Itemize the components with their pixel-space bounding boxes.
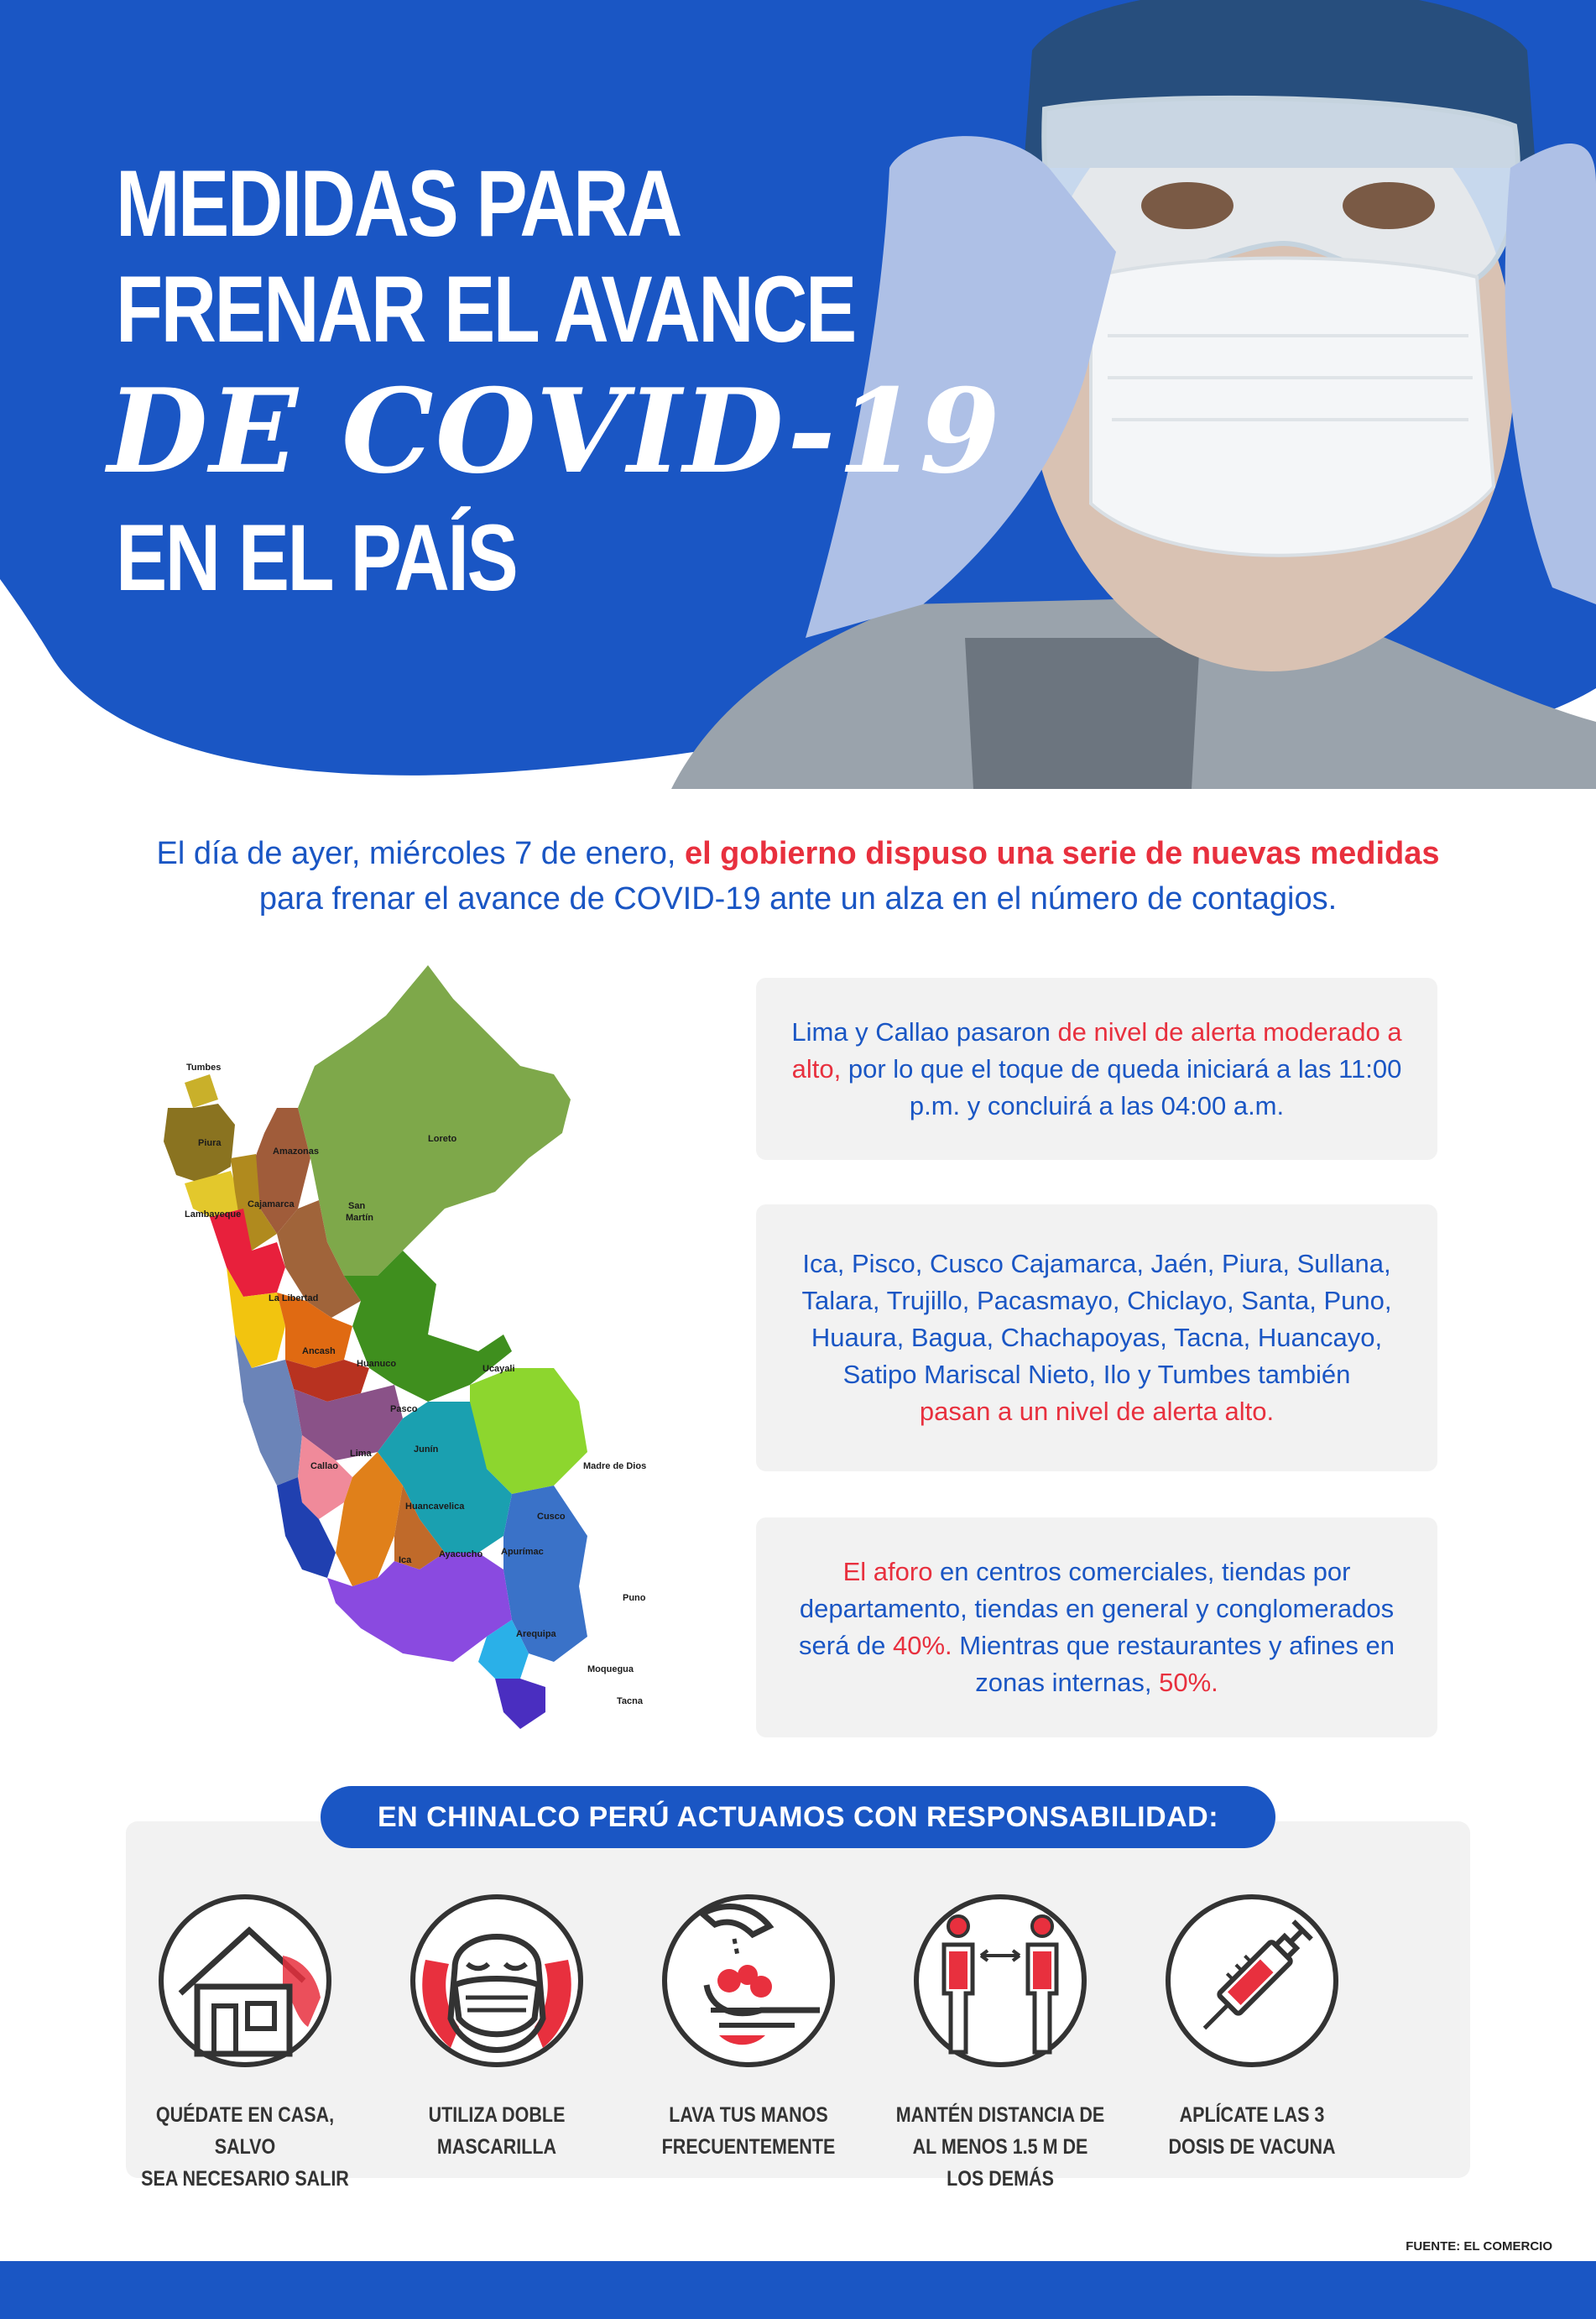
measure-stay-home-caption [137, 2099, 353, 2195]
measure-wash-hands-caption [640, 2099, 857, 2163]
caption-line-2: AL MENOS 1.5 M DE LOS DEMÁS [912, 2135, 1088, 2191]
title-line-4: EN EL PAÍS [116, 505, 517, 610]
title-line-3: DE COVID-19 [107, 363, 1002, 499]
info-box-3-part-a: El aforo [842, 1557, 933, 1586]
info-box-lima-callao [756, 978, 1437, 1160]
info-box-2-part-a: Ica, Pisco, Cusco Cajamarca, Jaén, Piura, Sullana, Talara, Trujillo, Pacasmayo, Chiclayo, Santa, Puno, Huaura, Bagua, Chachapoyas, Tacna, Huancayo, Satipo Mariscal Nieto, Ilo y Tumbes también [801, 1249, 1392, 1389]
measure-double-mask [371, 1893, 623, 2163]
measure-keep-distance [874, 1893, 1126, 2195]
measure-keep-distance-caption [892, 2099, 1108, 2195]
info-box-2-text [790, 1246, 1404, 1430]
map-label-lambayeque: Lambayeque [185, 1209, 242, 1220]
intro-part-1: El día de ayer, miércoles 7 de enero, [156, 836, 685, 871]
caption-line-2: DOSIS DE VACUNA [1168, 2135, 1336, 2159]
map-label-lima: Lima [350, 1449, 372, 1459]
hero-banner [0, 0, 1596, 789]
map-label-madre-de-dios: Madre de Dios [583, 1461, 647, 1471]
caption-line-2: FRECUENTEMENTE [661, 2135, 836, 2159]
caption-line-1: UTILIZA DOBLE [428, 2103, 566, 2127]
distance-icon [912, 1893, 1088, 2069]
map-label-callao: Callao [310, 1461, 339, 1471]
map-label-ancash: Ancash [302, 1346, 336, 1356]
info-box-cities [756, 1204, 1437, 1471]
info-box-3-part-d: Mientras que restaurantes y afines en zonas internas, [952, 1631, 1395, 1697]
map-label-ucayali: Ucayali [482, 1364, 515, 1374]
info-box-1-part-c: por lo que el toque de queda iniciará a las 11:00 p.m. y concluirá a las 04:00 a.m. [841, 1053, 1402, 1120]
page-title [107, 151, 1017, 611]
intro-highlight: el gobierno dispuso una serie de nuevas medidas [684, 836, 1440, 871]
info-box-2-part-b: pasan a un nivel de alerta alto. [919, 1397, 1275, 1426]
info-box-3-part-e: 50%. [1159, 1668, 1218, 1697]
map-label-huanuco: Huanuco [357, 1359, 397, 1369]
measure-double-mask-caption [389, 2099, 605, 2163]
peru-map [151, 965, 722, 1754]
region-tumbes [185, 1074, 218, 1108]
mask-icon [409, 1893, 585, 2069]
map-label-cusco: Cusco [537, 1512, 566, 1522]
info-box-3-part-b: en centros comerciales, tiendas por departamento, tiendas en general y conglomerados será de [799, 1557, 1395, 1660]
info-box-3-text [790, 1554, 1404, 1701]
map-label-ica: Ica [399, 1555, 412, 1565]
measure-wash-hands [623, 1893, 874, 2163]
region-tacna [495, 1679, 545, 1729]
caption-line-1: QUÉDATE EN CASA, SALVO [155, 2103, 335, 2159]
region-loreto [298, 965, 571, 1276]
measure-vaccine [1126, 1893, 1378, 2163]
info-box-1-text [790, 1014, 1404, 1125]
handwash-icon [660, 1893, 837, 2069]
map-label-huancavelica: Huancavelica [405, 1502, 465, 1512]
intro-part-2: para frenar el avance de COVID-19 ante un alza en el número de contagios. [258, 881, 1338, 917]
info-box-3-part-c: 40%. [893, 1631, 952, 1660]
info-box-1-part-b: de nivel de alerta moderado a alto, [791, 1016, 1402, 1084]
map-label-la-libertad: La Libertad [269, 1293, 319, 1303]
chinalco-banner: EN CHINALCO PERÚ ACTUAMOS CON RESPONSABILIDAD: [321, 1786, 1275, 1848]
map-label-tacna: Tacna [617, 1696, 643, 1706]
map-label-san-martin-2: Martín [346, 1213, 373, 1223]
measure-vaccine-caption [1144, 2099, 1360, 2163]
map-label-pasco: Pasco [390, 1404, 418, 1414]
map-label-arequipa: Arequipa [516, 1629, 556, 1639]
measure-stay-home [119, 1893, 371, 2195]
house-icon [157, 1893, 333, 2069]
source-credit: FUENTE: EL COMERCIO [1406, 2239, 1552, 2254]
caption-line-2: MASCARILLA [436, 2135, 557, 2159]
title-line-1: MEDIDAS PARA [116, 151, 681, 256]
map-label-junin: Junín [414, 1444, 439, 1455]
caption-line-1: MANTÉN DISTANCIA DE [895, 2103, 1105, 2127]
map-label-piura: Piura [198, 1138, 222, 1148]
info-box-aforo [756, 1517, 1437, 1737]
syringe-icon [1164, 1893, 1340, 2069]
map-label-tumbes: Tumbes [186, 1063, 222, 1073]
map-label-san-martin-1: San [348, 1201, 366, 1211]
intro-text [84, 831, 1512, 922]
map-label-cajamarca: Cajamarca [248, 1199, 295, 1209]
caption-line-1: LAVA TUS MANOS [669, 2103, 828, 2127]
map-label-moquegua: Moquegua [587, 1664, 634, 1674]
info-box-1-part-a: Lima y Callao pasaron [791, 1016, 1058, 1047]
footer-bar [0, 2261, 1596, 2319]
map-label-apurimac: Apurímac [501, 1547, 544, 1557]
map-label-puno: Puno [623, 1593, 646, 1603]
caption-line-2: SEA NECESARIO SALIR [141, 2167, 349, 2191]
map-label-ayacucho: Ayacucho [439, 1549, 483, 1559]
map-label-amazonas: Amazonas [273, 1146, 320, 1157]
caption-line-1: APLÍCATE LAS 3 [1179, 2103, 1325, 2127]
title-line-2: FRENAR EL AVANCE [116, 257, 855, 362]
map-label-loreto: Loreto [428, 1134, 457, 1144]
